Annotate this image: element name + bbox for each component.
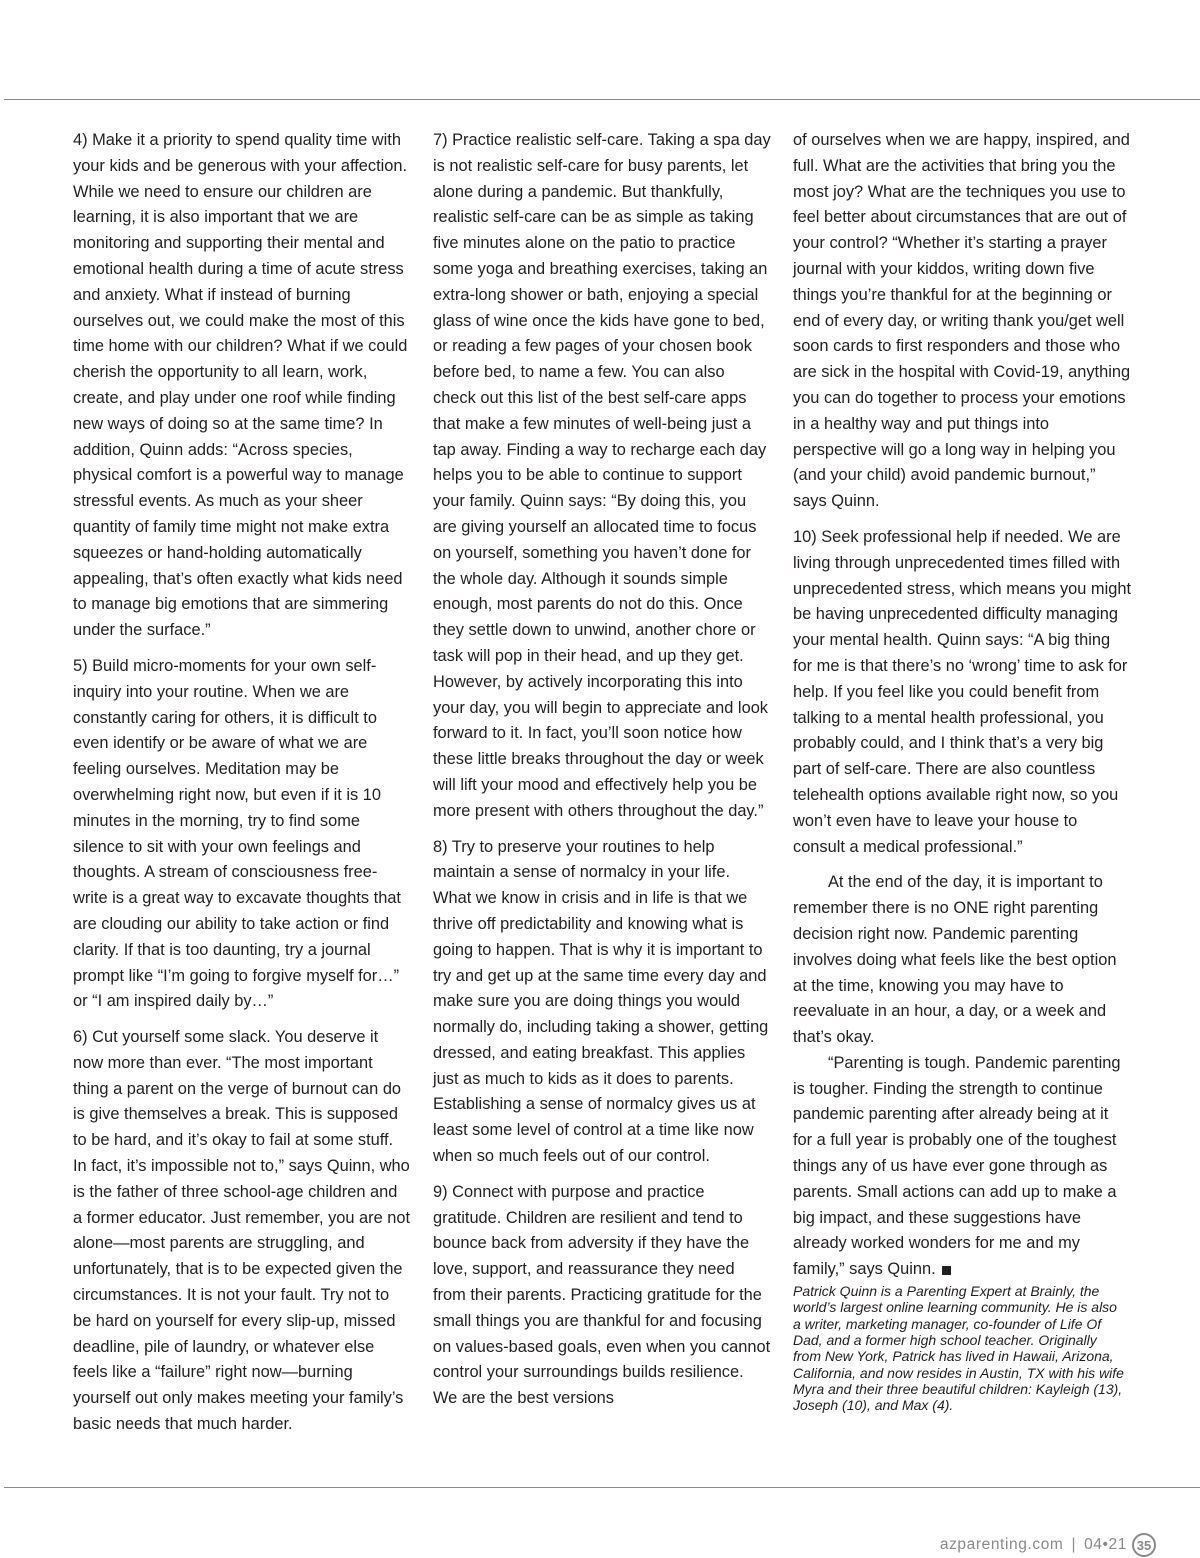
end-of-article-square-icon	[942, 1266, 951, 1275]
closing-paragraph-2	[793, 1051, 1131, 1283]
article-column-3	[793, 128, 1131, 1423]
article-column-2	[433, 128, 771, 1422]
tip-10-paragraph: 10) Seek professional help if needed. We are living through unprecedented times filled with unprecedented stress, which means you might be having unprecedented difficulty managing your mental health. Quinn says: “A big thing for me is that there’s no ‘wrong’ time to ask for help. If you feel like you could benefit from talking to a mental health professional, you probably could, and I think that’s a very big part of self-care. There are also countless telehealth options available right now, so you won’t even have to leave your house to consult a medical professional.”	[793, 527, 1132, 856]
footer-issue: 04•21	[1084, 1536, 1127, 1553]
tip-7-paragraph: 7) Practice realistic self-care. Taking a spa day is not realistic self-care for busy parents, let alone during a pandemic. But thankfully, realistic self-care can be as simple as taking five minutes alone on the patio to practice some yoga and breathing exercises, taking an extra-long shower or bath, enjoying a special glass of wine once the kids have gone to bed, or reading a few pages of your chosen book before bed, to name a few. You can also check out this list of the best self-care apps that make a few minutes of well-being just a tap away. Finding a way to recharge each day helps you to be able to continue to support your family. Quinn says: “By doing this, you are giving yourself an allocated time to focus on yourself, something you haven’t done for the whole day. Although it sounds simple enough, most parents do not do this. Once they settle down to unwind, another chore or task will pop in their head, and up they get. However, by actively incorporating this into your day, you will begin to appreciate and look forward to it. In fact, you’ll soon notice how these little breaks throughout the day or week will lift your mood and effectively help you be more present with others throughout the day.”	[433, 131, 771, 820]
tip-5-paragraph: 5) Build micro-moments for your own self-inquiry into your routine. When we are constantly caring for others, it is difficult to even identify or be aware of what we are feeling ourselves. Meditation may be overwhelming right now, but even if it is 10 minutes in the morning, try to find some silence to sit with your own feelings and thoughts. A stream of consciousness free-write is a great way to excavate thoughts that are clouding our ability to take action or find clarity. If that is too daunting, try a journal prompt like “I’m going to forgive myself for…” or “I am inspired daily by…”	[73, 656, 401, 1011]
footer-separator: |	[1071, 1536, 1077, 1553]
top-rule	[4, 99, 1200, 100]
tip-9-paragraph-start: 9) Connect with purpose and practice gratitude. Children are resilient and tend to bounce back from adversity if they have the love, support, and reassurance they need from their parents. Practicing gratitude for the small things you are thankful for and focusing on values-based goals, even when you cannot control your surroundings builds resilience. We are the best versions	[433, 1182, 771, 1408]
tip-4-paragraph: 4) Make it a priority to spend quality time with your kids and be generous with your affection. While we need to ensure our children are learning, it is also important that we are monitoring and supporting their mental and emotional health during a time of acute stress and anxiety. What if instead of burning ourselves out, we could make the most of this time home with our children? What if we could cherish the opportunity to all learn, work, create, and play under one roof while finding new ways of doing so at the same time? In addition, Quinn adds: “Across species, physical comfort is a powerful way to manage stressful events. As much as your sheer quantity of family time might not make extra squeezes or hand-holding automatically appealing, that’s often exactly what kids need to manage big emotions that are simmering under the surface.”	[73, 131, 408, 640]
tip-8-paragraph: 8) Try to preserve your routines to help maintain a sense of normalcy in your life. What we know in crisis and in life is that we thrive off predictability and knowing what is going to happen. That is why it is important to try and get up at the same time every day and make sure you are doing things you would normally do, including taking a shower, getting dressed, and eating breakfast. This applies just as much to kids as it does to parents. Establishing a sense of normalcy gives us at least some level of control at a time like now when so much feels out of our control.	[433, 837, 769, 1166]
tip-6-paragraph: 6) Cut yourself some slack. You deserve it now more than ever. “The most important thing a parent on the verge of burnout can do is give themselves a break. This is supposed to be hard, and it’s okay to fail at some stuff. In fact, it’s impossible not to,” says Quinn, who is the father of three school-age children and a former educator. Just remember, you are not alone—most parents are struggling, and unfortunately, that is to be expected given the circumstances. It is not your fault. Try not to be hard on yourself for every slip-up, missed deadline, pile of laundry, or whatever else feels like a “failure” right now—burning yourself out only makes meeting your family’s basic needs that much harder.	[73, 1028, 411, 1434]
author-bio: Patrick Quinn is a Parenting Expert at Brainly, the world’s largest online learning community. He is also a writer, marketing manager, co-founder of Life Of Dad, and a former high school teacher. Originally from New York, Patrick has lived in Hawaii, Arizona, California, and now resides in Austin, TX with his wife Myra and their three beautiful children: Kayleigh (13), Joseph (10), and Max (4).	[793, 1283, 1124, 1414]
footer-site: azparenting.com	[939, 1536, 1064, 1553]
tip-9-paragraph-end: of ourselves when we are happy, inspired, and full. What are the activities that bring you the most joy? What are the techniques you use to feel better about circumstances that are out of your control? “Whether it’s starting a prayer journal with your kiddos, writing down five things you’re thankful for at the beginning or end of every day, or writing thank you/get well soon cards to first responders and those who are sick in the hospital with Covid-19, anything you can do together to process your emotions in a healthy way and put things into perspective will go a long way in helping you (and your child) avoid pandemic burnout,” says Quinn.	[793, 131, 1131, 511]
bottom-rule	[4, 1487, 1200, 1488]
closing-paragraph-2-text: “Parenting is tough. Pandemic parenting is tougher. Finding the strength to continue pandemic parenting after already being at it for a full year is probably one of the toughest things any of us have ever gone through as parents. Small actions can add up to make a big impact, and these suggestions have already worked wonders for me and my family,” says Quinn.	[793, 1053, 1121, 1279]
page-footer	[900, 1533, 1156, 1557]
closing-paragraph-1: At the end of the day, it is important to remember there is no ONE right parenting decision right now. Pandemic parenting involves doing what feels like the best option at the time, knowing you may have to reevaluate in an hour, a day, or a week and that’s okay.	[793, 873, 1117, 1047]
page-number-badge: 35	[1132, 1533, 1156, 1557]
article-column-1	[73, 128, 411, 1448]
